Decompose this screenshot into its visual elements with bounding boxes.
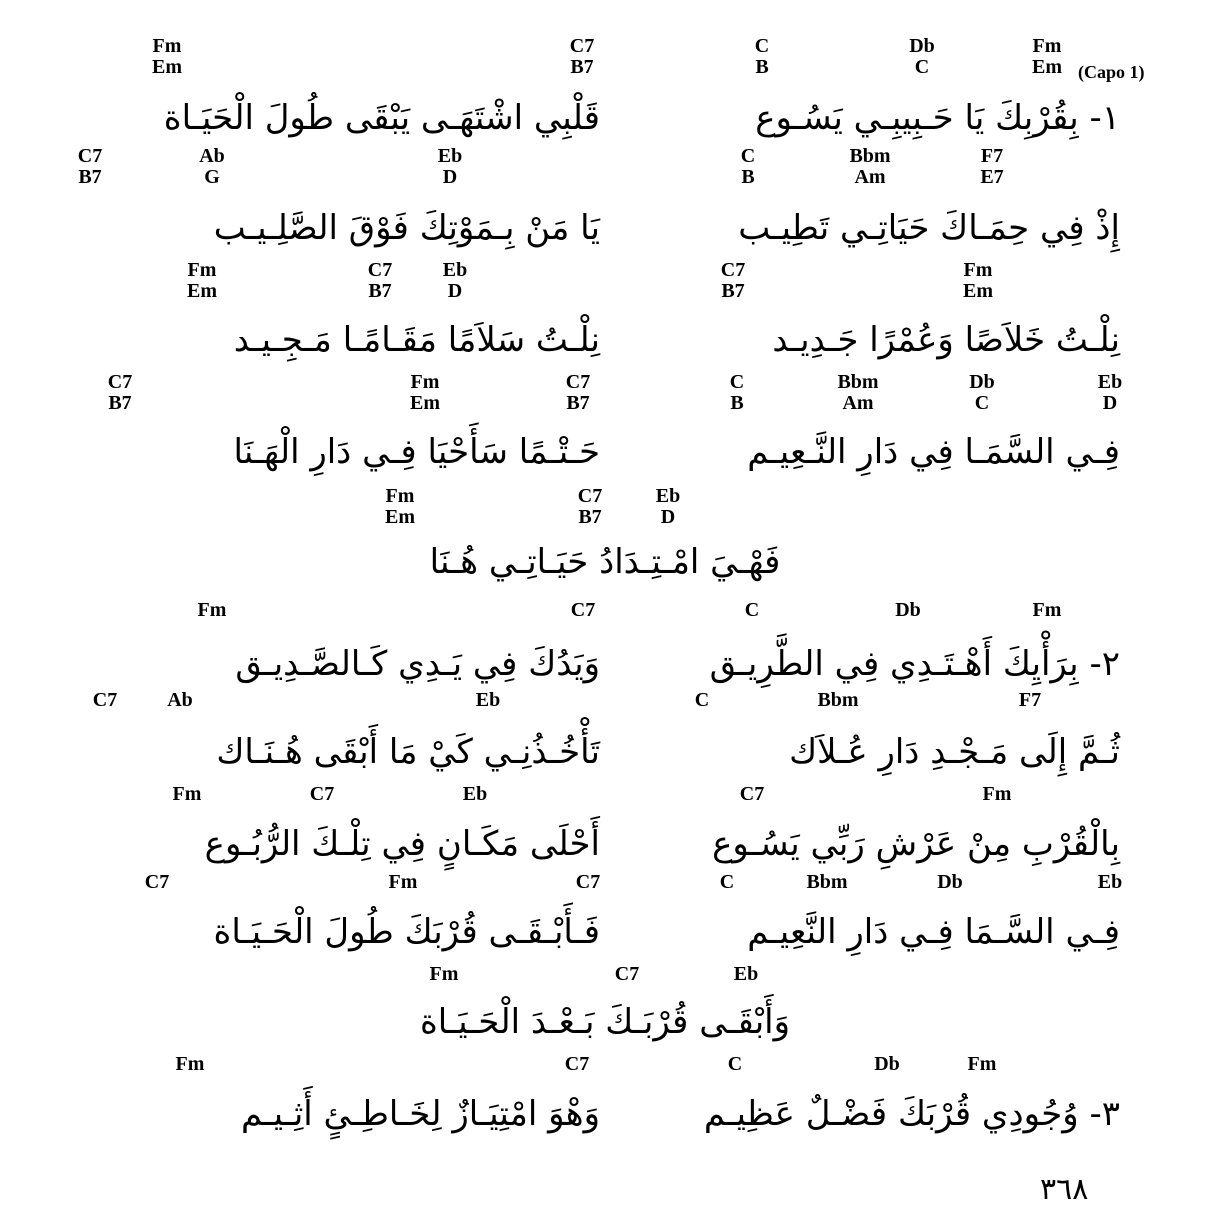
chord-label [947,372,1017,414]
chord-label [368,872,438,893]
chord-label [692,872,762,893]
chord-name: Fm [172,783,202,805]
capo-chord-name: B7 [78,166,102,188]
chord-label [633,486,703,528]
chord-name: C [740,145,756,167]
chord-name: C7 [144,871,170,893]
chord-label [167,260,237,302]
chord-name: C [719,871,735,893]
chord-name: Db [874,1053,900,1075]
chord-name: C7 [575,871,601,893]
chord-label [995,690,1065,711]
capo-chord-name: Em [152,56,182,78]
refrain-line-2: وَأَبْقَـى قُرْبَـكَ بَـعْـدَ الْحَـيَـاة [419,1002,791,1042]
chord-name: Fm [410,371,440,393]
chord-label [177,146,247,188]
chord-name: Eb [733,963,759,985]
lyric-line-8-right: بِالْقُرْبِ مِنْ عَرْشِ رَبِّي يَسُـوع [712,824,1120,864]
chord-label [1075,372,1145,414]
chord-name: C7 [720,259,746,281]
capo-chord-name: C [914,56,930,78]
chord-label [1012,600,1082,621]
lyric-line-2-right: إِذْ فِي حِمَـاكَ حَيَاتِـي تَطِيـب [738,208,1120,248]
lyric-line-9-left: فَـأَبْـقَـى قُرْبَكَ طُولَ الْحَـيَـاة [213,912,600,952]
chord-name: Bbm [837,371,879,393]
lyric-line-6-left: وَيَدُكَ فِي يَـدِي كَـالصَّـدِيـق [235,644,600,684]
chord-name: Eb [462,783,488,805]
chord-name: Fm [1032,35,1062,57]
capo-chord-name: B [730,392,744,414]
chord-label [835,146,905,188]
chord-label [887,36,957,78]
chord-name: Db [909,35,935,57]
chord-label [145,690,215,711]
chord-name: C7 [565,371,591,393]
capo-chord-name: B7 [368,280,392,302]
chord-name: Bbm [849,145,891,167]
chord-label [803,690,873,711]
chord-name: F7 [1018,689,1042,711]
capo-chord-name: B [741,166,755,188]
chord-label [702,372,772,414]
chord-name: Eb [655,485,681,507]
chord-name: Ab [167,689,193,711]
chord-name: C7 [569,35,595,57]
chord-label [717,784,787,805]
chord-label [852,1054,922,1075]
chord-name: Fm [175,1053,205,1075]
chord-label [915,872,985,893]
chord-name: C [744,599,760,621]
chord-label [440,784,510,805]
chord-name: Fm [967,1053,997,1075]
refrain-line-1: فَهْـيَ امْـتِـدَادُ حَيَـاتِـي هُـنَا [429,542,781,582]
chord-label [122,872,192,893]
capo-note: (Capo 1) [1078,62,1145,82]
page-number: ٣٦٨ [1040,1172,1089,1207]
capo-chord-name: B7 [721,280,745,302]
chord-name: F7 [980,145,1004,167]
chord-name: Eb [1097,871,1123,893]
chord-name: C7 [309,783,335,805]
chord-label [543,372,613,414]
chord-label [542,1054,612,1075]
chord-name: Fm [385,485,415,507]
chord-name: Fm [982,783,1012,805]
capo-chord-name: D [660,506,676,528]
chord-label [711,964,781,985]
chord-label [592,964,662,985]
chord-name: Fm [197,599,227,621]
lyric-line-4-left: حَـتْـمًا سَأَحْيَا فِـي دَارِ الْهَـنَا [233,432,600,472]
chord-label [548,600,618,621]
chord-name: C [694,689,710,711]
chord-label [1012,36,1082,78]
lyric-line-8-left: أَحْلَى مَكَـانٍ فِي تِلْـكَ الرُّبُـوع [204,824,600,864]
chord-label [717,600,787,621]
chord-name: Eb [442,259,468,281]
chord-name: C7 [367,259,393,281]
capo-chord-name: Em [187,280,217,302]
chord-label [713,146,783,188]
chord-name: Fm [388,871,418,893]
chord-label [1075,872,1145,893]
capo-chord-name: Em [410,392,440,414]
capo-chord-name: Em [1032,56,1062,78]
capo-chord-name: G [204,166,220,188]
capo-chord-name: Em [385,506,415,528]
chord-name: C7 [739,783,765,805]
lyric-line-1-left: قَلْبِي اشْتَهَـى يَبْقَى طُولَ الْحَيَـاة [163,98,600,138]
chord-label [132,36,202,78]
chord-label [152,784,222,805]
chord-name: Db [895,599,921,621]
capo-chord-name: B7 [566,392,590,414]
chord-label [390,372,460,414]
chord-label [792,872,862,893]
chord-name: Bbm [817,689,859,711]
chord-name: Fm [963,259,993,281]
chord-label [700,1054,770,1075]
chord-name: C7 [107,371,133,393]
chord-name: C7 [614,963,640,985]
chord-name: Fm [187,259,217,281]
chord-label [70,690,140,711]
capo-chord-name: B [755,56,769,78]
chord-label [345,260,415,302]
lyric-line-6-right: ٢- بِرَأْيِكَ أَهْـتَـدِي فِي الطَّرِيـق [709,644,1120,684]
chord-name: C7 [92,689,118,711]
chord-label [962,784,1032,805]
capo-chord-name: B7 [108,392,132,414]
lyric-line-1-right: ١- بِقُرْبِكَ يَا حَـبِيبِـي يَسُـوع [755,98,1120,138]
chord-label [555,486,625,528]
capo-chord-name: Em [963,280,993,302]
chord-label [287,784,357,805]
lyric-line-9-right: فِـي السَّـمَا فِـي دَارِ النَّعِيـم [747,912,1120,952]
lyric-line-3-left: نِلْـتُ سَلاَمًا مَقَـامًـا مَـجِـيـد [233,320,600,360]
chord-name: Db [969,371,995,393]
chord-name: Fm [1032,599,1062,621]
chord-name: C [727,1053,743,1075]
capo-chord-name: D [442,166,458,188]
chord-label [957,146,1027,188]
chord-name: C [729,371,745,393]
lyric-line-11-right: ٣- وُجُودِي قُرْبَكَ فَضْـلٌ عَظِيـم [703,1094,1120,1134]
chord-label [823,372,893,414]
chord-name: C [754,35,770,57]
chord-name: Ab [199,145,225,167]
chord-name: Fm [152,35,182,57]
capo-chord-name: D [447,280,463,302]
chord-label [873,600,943,621]
chord-label [727,36,797,78]
chord-label [420,260,490,302]
chord-name: Db [937,871,963,893]
chord-name: Eb [1097,371,1123,393]
chord-label [453,690,523,711]
chord-label [155,1054,225,1075]
chord-label [698,260,768,302]
capo-chord-name: D [1102,392,1118,414]
capo-chord-name: B7 [570,56,594,78]
capo-chord-name: E7 [980,166,1004,188]
capo-chord-name: Am [854,166,886,188]
chord-label [55,146,125,188]
chord-name: Eb [437,145,463,167]
chord-label [947,1054,1017,1075]
lyric-line-4-right: فِـي السَّمَـا فِي دَارِ النَّـعِيـم [747,432,1120,472]
chord-label [943,260,1013,302]
lyric-line-2-left: يَا مَنْ بِـمَوْتِكَ فَوْقَ الصَّلِـيـب [213,208,600,248]
chord-name: C7 [577,485,603,507]
chord-label [365,486,435,528]
capo-chord-name: B7 [578,506,602,528]
chord-name: Fm [429,963,459,985]
chord-label [415,146,485,188]
chord-name: C7 [77,145,103,167]
chord-name: Bbm [806,871,848,893]
chord-label [547,36,617,78]
lyric-line-7-left: تَأْخُـذُنِـي كَيْ مَا أَبْقَى هُـنَـاك [216,732,600,772]
capo-chord-name: C [974,392,990,414]
lyric-line-11-left: وَهْوَ امْتِيَـازٌ لِخَـاطِـئٍ أَثِـيـم [241,1094,600,1134]
chord-label [409,964,479,985]
chord-name: Eb [475,689,501,711]
capo-chord-name: Am [842,392,874,414]
chord-label [667,690,737,711]
chord-label [85,372,155,414]
lyric-line-3-right: نِلْـتُ خَلاَصًا وَعُمْرًا جَـدِيـد [772,320,1120,360]
chord-label [553,872,623,893]
chord-name: C7 [570,599,596,621]
chord-label [177,600,247,621]
chord-name: C7 [564,1053,590,1075]
lyric-line-7-right: ثُـمَّ إِلَى مَـجْـدِ دَارِ عُـلاَك [789,732,1120,772]
